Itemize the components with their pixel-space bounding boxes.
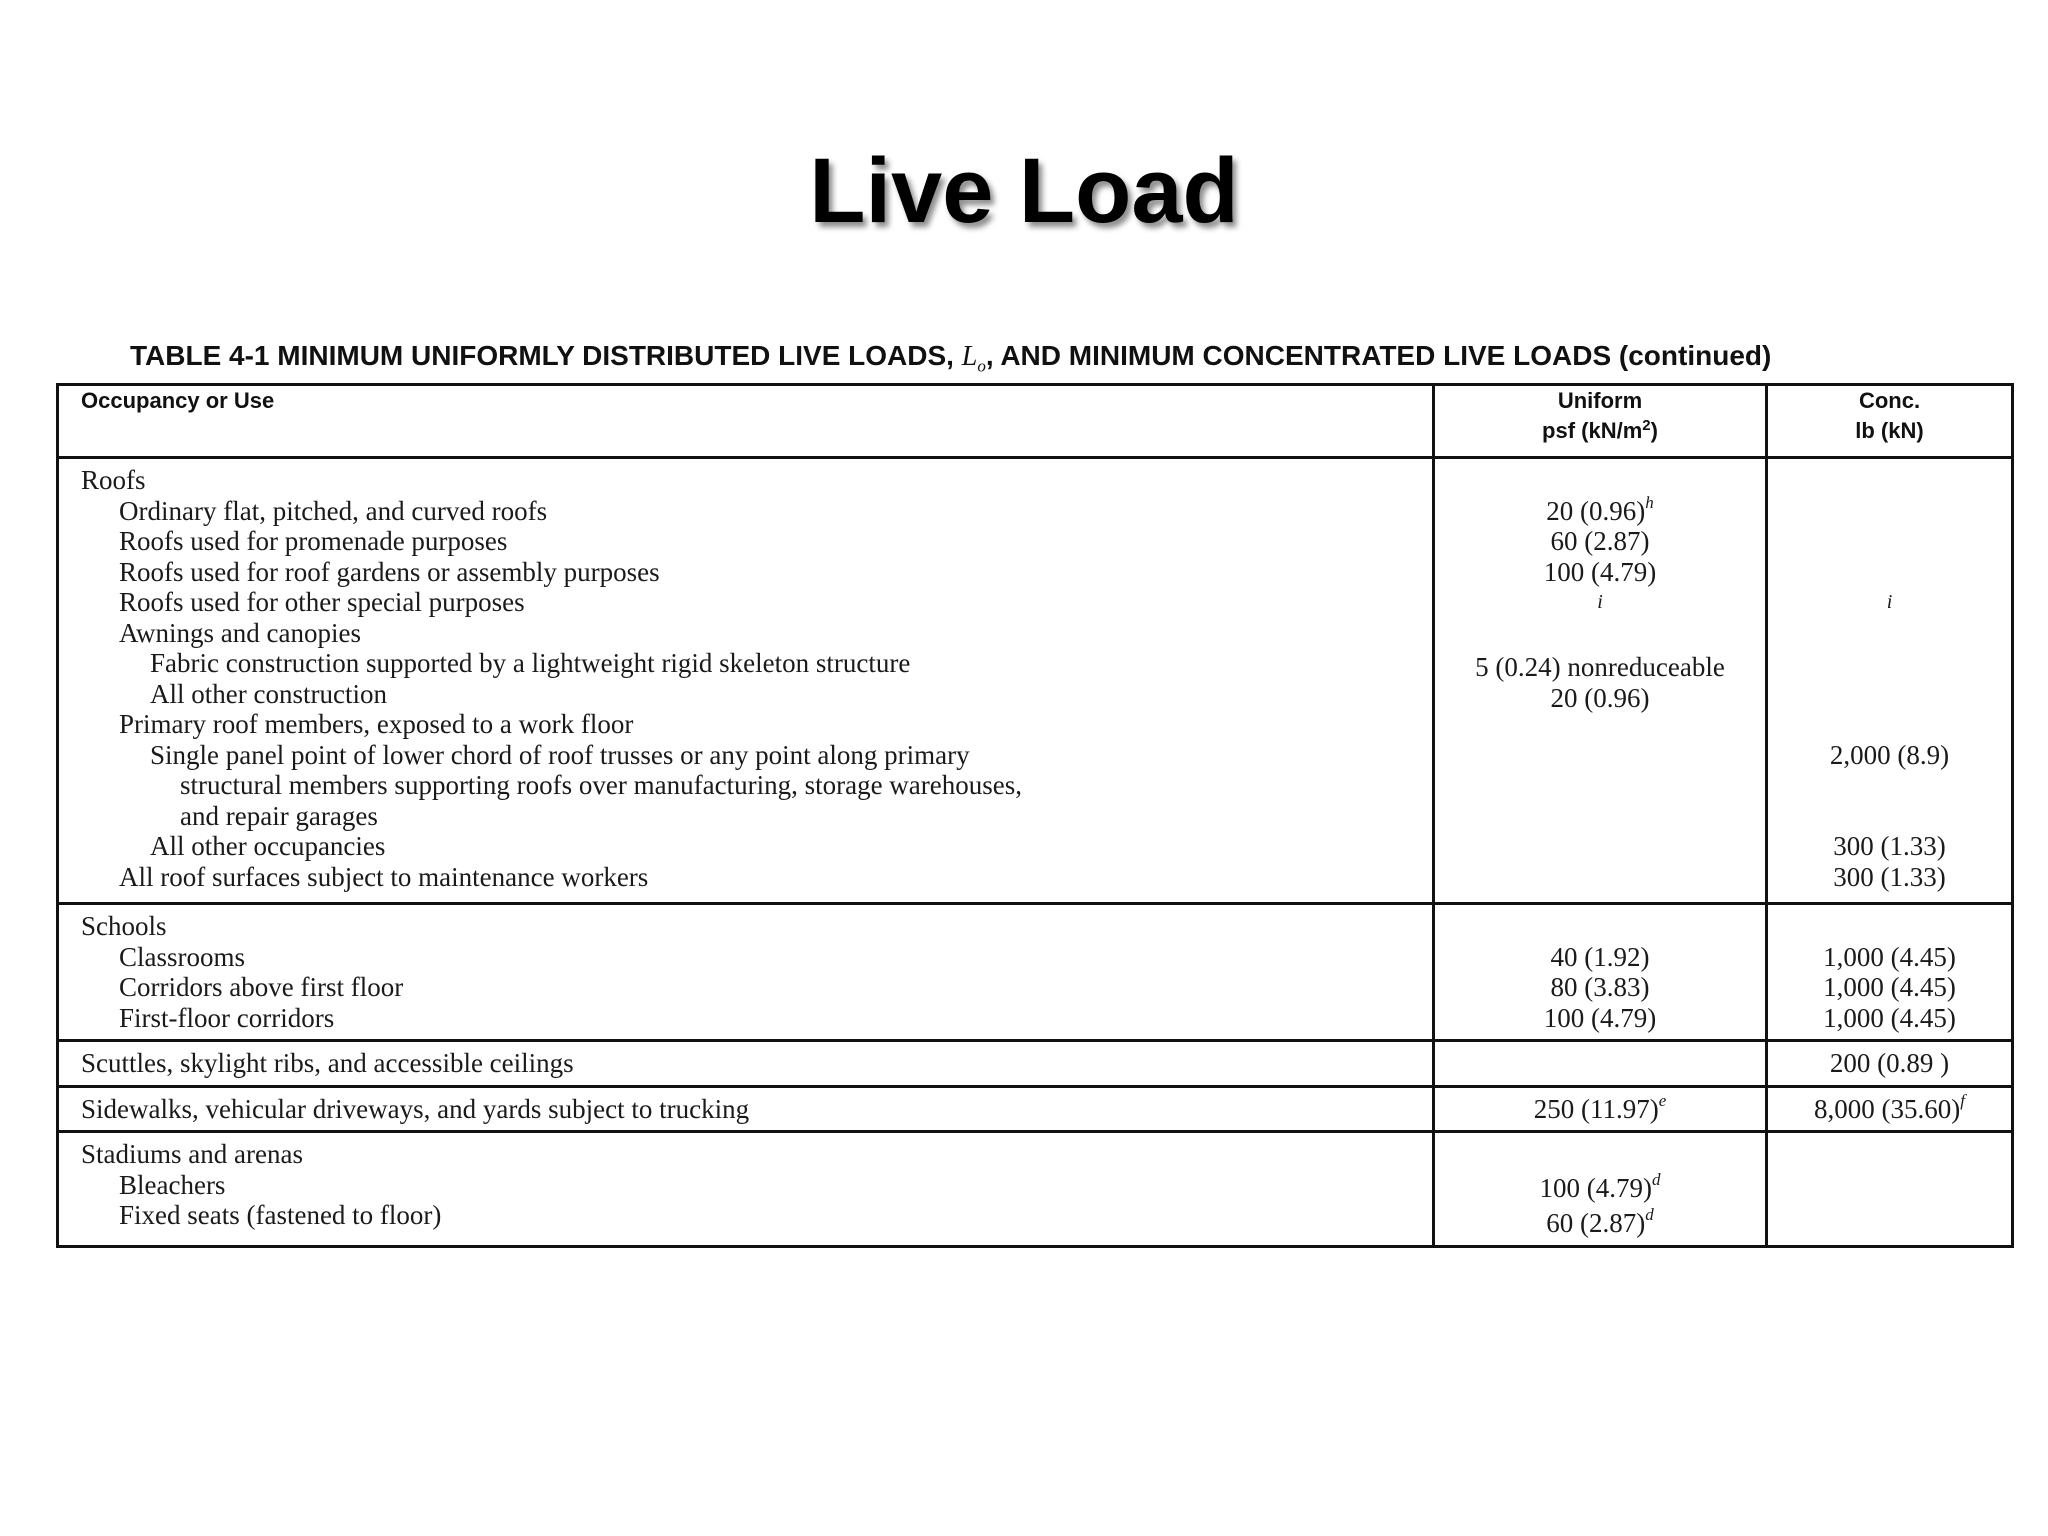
stadiums-conc-cell (1768, 1133, 2011, 1245)
roofs-subitem: Single panel point of lower chord of roof trusses or any point along primary (150, 739, 970, 770)
stadiums-item: Fixed seats (fastened to floor) (119, 1200, 442, 1230)
uniform-value: 80 (3.83) (1550, 972, 1650, 1002)
schools-occupancy-cell (59, 905, 1435, 1039)
table-row-sidewalks (59, 1088, 2011, 1134)
table-row-schools (59, 905, 2011, 1042)
scuttles-occupancy-cell: Scuttles, skylight ribs, and accessible ceilings (59, 1042, 1435, 1085)
roofs-item: Roofs used for promenade purposes (119, 526, 508, 556)
roofs-subitem: All other occupancies (150, 831, 386, 861)
roofs-conc-cell (1768, 459, 2011, 902)
scuttles-conc-cell (1768, 1042, 2011, 1085)
slide-title: Live Load (809, 140, 1239, 242)
sidewalks-conc-cell (1768, 1088, 2011, 1131)
roofs-item: Primary roof members, exposed to a work floor (119, 709, 634, 739)
stadiums-uniform-cell (1435, 1133, 1768, 1245)
uniform-value: 100 (4.79) (1543, 556, 1657, 587)
conc-value: 2,000 (8.9) (1829, 739, 1950, 770)
header-uniform: Uniform psf $(kN/m^2)$ (1435, 386, 1768, 456)
sidewalks-uniform-cell (1435, 1088, 1768, 1131)
uniform-value: 60 $(2.87)^d$ (1546, 1205, 1654, 1238)
roofs-subitem: All other construction (150, 678, 387, 709)
conc-value: 1,000 (4.45) (1823, 941, 1956, 972)
table-row-scuttles (59, 1042, 2011, 1088)
caption-lo-symbol: $L_o$ (961, 341, 986, 376)
conc-value: 200 (0.89 ) (1829, 1048, 1950, 1078)
schools-item: First-floor corridors (119, 1002, 335, 1033)
roofs-occupancy-cell (59, 459, 1435, 902)
uniform-value: 5 (0.24) nonreduceable (1475, 652, 1725, 682)
uniform-value: 20 $(0.96)^h$ (1546, 492, 1654, 526)
table-row-roofs (59, 459, 2011, 905)
scuttles-uniform-cell (1435, 1042, 1768, 1085)
conc-value: 300 (1.33) (1833, 861, 1946, 892)
stadiums-heading: Stadiums and arenas (81, 1139, 303, 1169)
stadiums-item: Bleachers (119, 1169, 226, 1200)
roofs-subitem-cont: structural members supporting roofs over manufacturing, storage warehouses, (180, 770, 1023, 800)
roofs-subitem: Fabric construction supported by a lightweight rigid skeleton structure (150, 648, 911, 678)
roofs-item: Roofs used for roof gardens or assembly purposes (119, 556, 660, 587)
conc-value: 8,000 $(35.60)^f$ (1814, 1090, 1965, 1124)
table-header-row (59, 386, 2011, 459)
uniform-value: 40 (1.92) (1550, 941, 1650, 972)
schools-item: Corridors above first floor (119, 972, 404, 1002)
table-row-stadiums (59, 1133, 2011, 1248)
roofs-subitem-cont: and repair garages (180, 800, 378, 831)
roofs-uniform-cell (1435, 459, 1768, 902)
conc-value: 300 (1.33) (1833, 831, 1946, 861)
conc-value: 1,000 (4.45) (1823, 972, 1956, 1002)
roofs-item: Roofs used for other special purposes (119, 587, 525, 617)
uniform-value: i (1597, 591, 1603, 613)
header-concentrated: Conc. lb (kN) (1855, 388, 1924, 443)
conc-value: i (1886, 591, 1893, 613)
schools-conc-cell (1768, 905, 2011, 1039)
schools-uniform-cell (1435, 905, 1768, 1039)
live-load-table (56, 383, 2014, 1248)
roofs-item: All roof surfaces subject to maintenance workers (119, 861, 649, 892)
uniform-value: 250 $(11.97)^e$ (1533, 1090, 1667, 1124)
schools-item: Classrooms (119, 941, 246, 972)
uniform-value: 60 (2.87) (1550, 526, 1650, 556)
sidewalks-occupancy-cell: Sidewalks, vehicular driveways, and yards subject to trucking (59, 1088, 1435, 1131)
uniform-value: 100 $(4.79)^d$ (1539, 1169, 1661, 1203)
uniform-value: 100 (4.79) (1543, 1002, 1657, 1033)
caption-text-pre: TABLE 4-1 MINIMUM UNIFORMLY DISTRIBUTED LIVE LOADS, (130, 340, 962, 371)
caption-text-post: , AND MINIMUM CONCENTRATED LIVE LOADS (continued) (985, 340, 1772, 371)
uniform-value: 20 (0.96) (1550, 682, 1650, 713)
roofs-item: Awnings and canopies (119, 617, 361, 648)
roofs-item: Ordinary flat, pitched, and curved roofs (119, 495, 548, 526)
stadiums-occupancy-cell (59, 1133, 1435, 1245)
conc-value: 1,000 (4.45) (1823, 1002, 1956, 1033)
schools-heading: Schools (81, 911, 167, 941)
roofs-heading: Roofs (81, 465, 146, 495)
header-occupancy: Occupancy or Use (59, 386, 1435, 456)
table-caption (130, 340, 1950, 377)
